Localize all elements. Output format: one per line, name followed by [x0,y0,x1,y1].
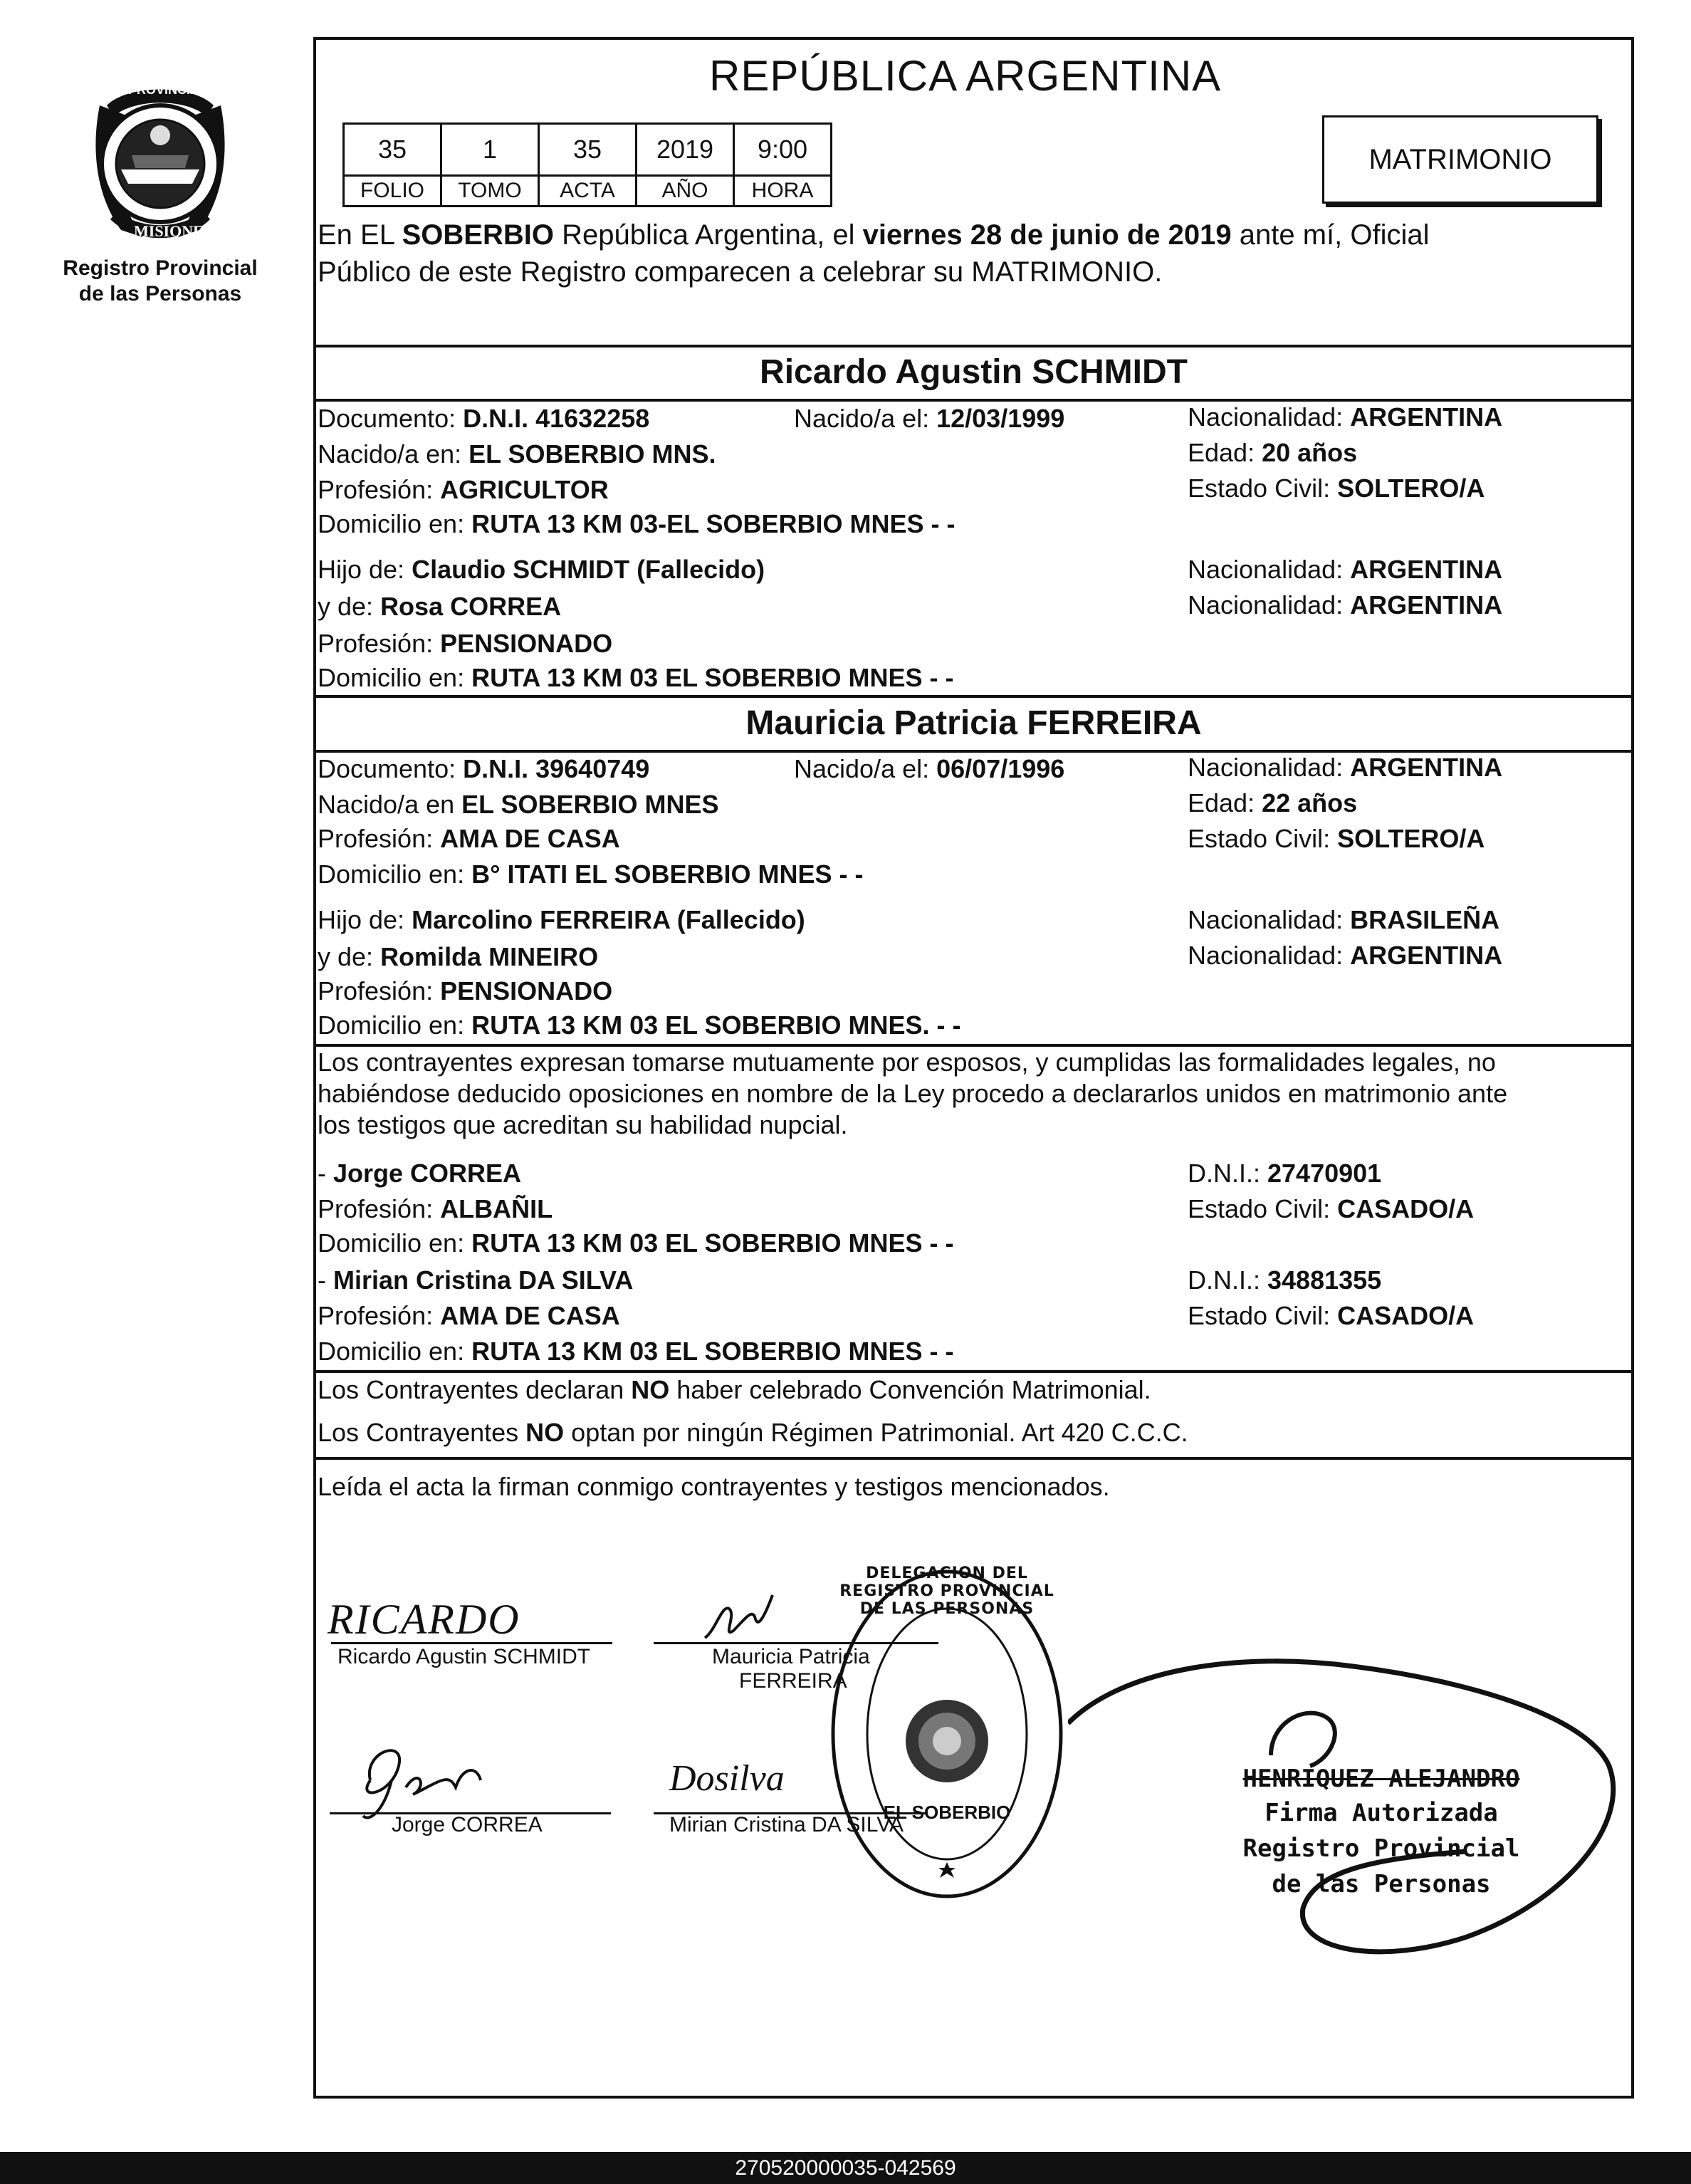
spouse1-parent-profession [318,628,612,659]
divider [313,1457,1634,1460]
field-value: SOLTERO/A [1337,474,1485,503]
stamp-ring-text: DELEGACION DEL REGISTRO PROVINCIAL DE LAS PERSONAS [839,1564,1054,1618]
tomo-value: 1 [441,124,539,176]
field-label: Profesión: [318,1301,441,1330]
spouse2-parent-address [318,1010,961,1041]
field-label: Domicilio en: [318,509,472,538]
field-value: RUTA 13 KM 03 EL SOBERBIO MNES. - - [471,1010,961,1040]
registry-table [342,122,832,207]
witness2-address [318,1336,954,1367]
document-title: REPÚBLICA ARGENTINA [709,52,1222,100]
field-label: Profesión: [318,824,441,853]
field-value: ARGENTINA [1350,753,1503,782]
witness2-name [318,1265,633,1296]
spouse1-civil-status [1188,473,1485,504]
act-type-box: MATRIMONIO [1322,115,1598,204]
field-label: Estado Civil: [1188,1301,1338,1330]
field-value: RUTA 13 KM 03 EL SOBERBIO MNES - - [471,1337,954,1366]
spouse1-profession [318,474,609,506]
field-value: RUTA 13 KM 03 EL SOBERBIO MNES - - [471,1228,954,1258]
field-value: ARGENTINA [1350,590,1503,620]
spouse2-parent-profession [318,976,612,1007]
spouse2-father [318,904,805,936]
field-label: Profesión: [318,475,441,504]
folio-value: 35 [344,124,441,176]
field-label: Domicilio en: [318,1337,472,1366]
field-value: PENSIONADO [440,629,613,658]
acta-label: ACTA [539,176,637,207]
sig4-label: Mirian Cristina DA SILVA [669,1813,904,1836]
sig3-label: Jorge CORREA [392,1813,543,1836]
tomo-label: TOMO [441,176,539,207]
spouse1-address [318,508,956,540]
field-label: Nacido/a en: [318,439,469,469]
acta-value: 35 [539,124,637,176]
delegation-stamp [826,1563,1068,1905]
field-label: Profesión: [318,629,441,658]
witness2-civil-status [1188,1300,1474,1332]
regime-line1 [318,1374,1151,1406]
regime-negation: NO [631,1375,670,1404]
field-value: BRASILEÑA [1350,905,1500,934]
field-value: AGRICULTOR [440,475,609,504]
authority-line1: Firma Autorizada [1265,1799,1498,1827]
field-value: Jorge CORREA [333,1159,522,1188]
field-value: ARGENTINA [1350,941,1503,970]
field-label: Documento: [318,754,464,783]
witness1-name [318,1158,521,1189]
divider [313,1370,1634,1373]
field-value: Mirian Cristina DA SILVA [333,1265,634,1295]
divider [313,345,1634,348]
field-label: Nacionalidad: [1188,753,1351,782]
spouse2-mother-nationality [1188,940,1502,971]
sig2-label-line2: FERREIRA [739,1669,847,1693]
field-value: D.N.I. 39640749 [463,754,650,783]
field-value: Claudio SCHMIDT (Fallecido) [412,555,765,584]
field-label: Edad: [1188,788,1262,817]
spouse2-document [318,753,649,785]
field-label: D.N.I.: [1188,1159,1268,1188]
witness2-profession [318,1300,620,1332]
field-label: Estado Civil: [1188,824,1338,853]
field-value: CASADO/A [1337,1301,1475,1330]
field-value: 27470901 [1267,1159,1382,1188]
intro-text-c: ante mí, Oficial [1231,219,1430,251]
spouse1-name: Ricardo Agustin SCHMIDT [760,353,1188,391]
signature-mirian: Dosilva [669,1758,785,1799]
sig2-label-line1: Mauricia Patricia [712,1645,870,1668]
field-value: 22 años [1262,788,1358,817]
spouse2-civil-status [1188,823,1485,855]
field-label: y de: [318,592,381,621]
field-value: Rosa CORREA [380,592,562,621]
field-value: AMA DE CASA [440,1301,620,1330]
field-value: EL SOBERBIO MNS. [468,439,716,469]
field-label: Nacionalidad: [1188,402,1351,432]
field-label: Domicilio en: [318,1228,472,1258]
spouse2-age [1188,788,1357,819]
field-label: Profesión: [318,1194,441,1223]
field-label: Hijo de: [318,905,412,934]
field-label: Documento: [318,404,464,433]
spouse1-age [1188,437,1357,469]
field-value: RUTA 13 KM 03-EL SOBERBIO MNES - - [471,509,956,538]
field-label: Estado Civil: [1188,1194,1338,1223]
hora-label: HORA [734,176,832,207]
field-value: 20 años [1262,438,1358,467]
field-value: AMA DE CASA [440,824,620,853]
field-value: PENSIONADO [440,976,613,1005]
spouse1-parent-address [318,662,954,694]
spouse1-document [318,403,649,434]
field-value: ALBAÑIL [440,1194,553,1223]
field-label: Hijo de: [318,555,412,584]
spouse1-nationality [1188,402,1502,433]
footer-code: 270520000035-042569 [0,2152,1691,2184]
spouse1-mother-nationality [1188,590,1502,621]
field-value: Romilda MINEIRO [380,942,599,971]
spouse2-birthplace [318,789,719,820]
spouse2-mother [318,941,598,973]
spouse1-mother [318,591,561,622]
field-value: ARGENTINA [1350,555,1503,584]
field-label: y de: [318,942,381,971]
field-value: RUTA 13 KM 03 EL SOBERBIO MNES - - [471,663,954,692]
witness1-profession [318,1193,553,1225]
spouse2-nationality [1188,752,1502,783]
intro-place: SOBERBIO [402,219,554,251]
field-label: D.N.I.: [1188,1265,1268,1295]
declaration-line1: Los contrayentes expresan tomarse mutuamente por esposos, y cumplidas las formalidades legales, no [318,1047,1496,1077]
divider [313,695,1634,698]
stamp-inner-text: EL SOBERBIO [883,1802,1011,1823]
anio-value: 2019 [637,124,734,176]
signature-ricardo: RICARDO [328,1596,520,1643]
field-label: Edad: [1188,438,1262,467]
authority-name: HENRIQUEZ ALEJANDRO [1242,1765,1520,1793]
regime-line2 [318,1417,1188,1448]
logo-caption-line1: Registro Provincial [63,256,258,280]
witness1-civil-status [1188,1193,1474,1225]
field-value: D.N.I. 41632258 [463,404,650,433]
regime-negation: NO [525,1418,565,1447]
intro-text-b: República Argentina, el [553,219,863,251]
field-value: EL SOBERBIO MNES [461,790,719,819]
spouse2-address [318,859,863,890]
field-label: Domicilio en: [318,1010,472,1040]
regime-text: optan por ningún Régimen Patrimonial. Art 420 C.C.C. [564,1418,1188,1447]
seal-text-bottom: MISIONES [134,222,213,240]
witness1-dni [1188,1158,1381,1189]
regime-text: Los Contrayentes declaran [318,1375,632,1404]
folio-label: FOLIO [344,176,441,207]
field-label: Profesión: [318,976,441,1005]
seal-text-top: PROVINCIA DE [128,83,221,97]
field-label: Nacionalidad: [1188,590,1351,620]
declaration-line3: los testigos que acreditan su habilidad nupcial. [318,1110,848,1139]
signature-line [331,1642,612,1644]
province-seal [78,77,242,248]
field-label: Nacido/a el: [794,754,937,783]
spouse2-profession [318,823,620,855]
anio-label: AÑO [637,176,734,207]
witness2-dni [1188,1265,1381,1296]
field-value: Marcolino FERREIRA (Fallecido) [412,905,805,934]
intro-line1 [318,218,1429,252]
spouse1-birthdate [794,403,1064,434]
field-value: SOLTERO/A [1337,824,1485,853]
field-value: 12/03/1999 [936,404,1065,433]
field-label: Nacido/a el: [794,404,937,433]
regime-text: haber celebrado Convención Matrimonial. [669,1375,1151,1404]
intro-text-a: En EL [318,219,402,251]
spouse2-birthdate [794,753,1064,785]
field-value: B° ITATI EL SOBERBIO MNES - - [471,860,864,889]
field-label: Domicilio en: [318,860,472,889]
regime-text: Los Contrayentes [318,1418,526,1447]
field-label: Estado Civil: [1188,474,1338,503]
spouse1-father-nationality [1188,554,1502,585]
field-label: Nacionalidad: [1188,555,1351,584]
spouse1-birthplace [318,439,716,470]
intro-line2: Público de este Registro comparecen a celebrar su MATRIMONIO. [318,256,1163,288]
field-value: ARGENTINA [1350,402,1503,432]
intro-date: viernes 28 de junio de 2019 [862,219,1232,251]
field-label: Domicilio en: [318,663,472,692]
sig1-label: Ricardo Agustin SCHMIDT [337,1645,591,1668]
declaration-line2: habiéndose deducido oposiciones en nombre de la Ley procedo a declararlos unidos en matrimonio ante [318,1079,1508,1108]
closing-statement: Leída el acta la firman conmigo contrayentes y testigos mencionados. [318,1472,1110,1501]
spouse2-name: Mauricia Patricia FERREIRA [745,704,1202,742]
field-label: Nacionalidad: [1188,905,1351,934]
field-label: Nacionalidad: [1188,941,1351,970]
spouse1-father [318,554,765,585]
logo-caption-line2: de las Personas [78,282,242,305]
hora-value: 9:00 [734,124,832,176]
field-label: - [318,1159,333,1188]
spouse2-father-nationality [1188,904,1499,936]
field-label: Nacido/a en [318,790,462,819]
authority-line3: de las Personas [1272,1870,1491,1898]
field-label: - [318,1265,333,1295]
field-value: 34881355 [1267,1265,1382,1295]
witness1-address [318,1228,954,1259]
field-value: CASADO/A [1337,1194,1475,1223]
field-value: 06/07/1996 [936,754,1065,783]
authority-line2: Registro Provincial [1242,1834,1520,1863]
